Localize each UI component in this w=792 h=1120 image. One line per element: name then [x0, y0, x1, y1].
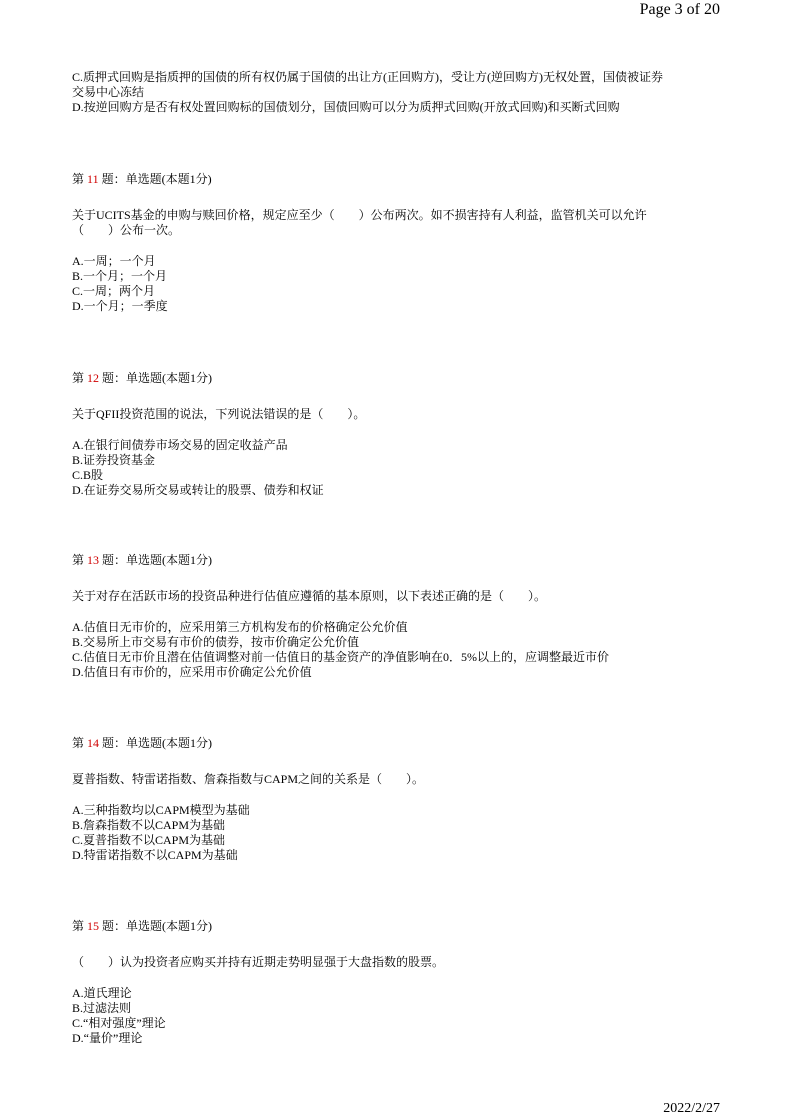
carryover-line: D.按逆回购方是否有权处置回购标的国债划分，国债回购可以分为质押式回购(开放式回购)和买断式回购: [72, 100, 620, 114]
question-type: 题：单选题(本题1分): [102, 553, 213, 567]
option-b: B.过滤法则: [72, 1001, 132, 1015]
question-stem: [72, 589, 732, 604]
stem-line: 关于UCITS基金的申购与赎回价格，规定应至少（ ）公布两次。如不损害持有人利益，监管机关可以允许: [72, 208, 647, 222]
footer-date: 2022/2/27: [663, 1101, 720, 1116]
option-b: B.交易所上市交易有市价的债券，按市价确定公允价值: [72, 635, 360, 649]
option-c: C.“相对强度”理论: [72, 1016, 166, 1030]
question-prefix: 第: [72, 553, 85, 567]
carryover-options: [72, 70, 732, 115]
option-a: A.三种指数均以CAPM模型为基础: [72, 803, 250, 817]
question-13: [72, 553, 732, 680]
option-d: D.在证券交易所交易或转让的股票、债券和权证: [72, 483, 324, 497]
option-d: D.估值日有市价的，应采用市价确定公允价值: [72, 665, 312, 679]
question-number: 14: [87, 736, 100, 750]
question-header: [72, 919, 732, 934]
question-number: 15: [87, 919, 100, 933]
question-number: 13: [87, 553, 100, 567]
option-a: A.在银行间债券市场交易的固定收益产品: [72, 438, 288, 452]
question-prefix: 第: [72, 371, 85, 385]
carryover-line: 交易中心冻结: [72, 85, 145, 99]
option-list: [72, 803, 732, 863]
stem-line: 夏普指数、特雷诺指数、詹森指数与CAPM之间的关系是（ ）。: [72, 772, 425, 786]
option-list: [72, 986, 732, 1046]
question-type: 题：单选题(本题1分): [101, 172, 212, 186]
question-prefix: 第: [72, 172, 85, 186]
option-c: C.估值日无市价且潜在估值调整对前一估值日的基金资产的净值影响在0．5%以上的，应调整最近市价: [72, 650, 610, 664]
question-type: 题：单选题(本题1分): [102, 736, 213, 750]
option-list: [72, 438, 732, 498]
question-header: [72, 553, 732, 568]
page-number: Page 3 of 20: [639, 1, 720, 18]
question-prefix: 第: [72, 919, 85, 933]
option-a: A.估值日无市价的，应采用第三方机构发布的价格确定公允价值: [72, 620, 408, 634]
question-number: 11: [87, 172, 99, 186]
question-header: [72, 172, 732, 187]
question-header: [72, 736, 732, 751]
question-type: 题：单选题(本题1分): [102, 371, 213, 385]
option-list: [72, 254, 732, 314]
question-stem: [72, 772, 732, 787]
stem-line: （ ）认为投资者应购买并持有近期走势明显强于大盘指数的股票。: [72, 955, 445, 969]
question-stem: [72, 208, 732, 238]
question-prefix: 第: [72, 736, 85, 750]
option-a: A.一周；一个月: [72, 254, 156, 268]
option-b: B.詹森指数不以CAPM为基础: [72, 818, 226, 832]
question-number: 12: [87, 371, 100, 385]
option-a: A.道氏理论: [72, 986, 132, 1000]
question-stem: [72, 407, 732, 422]
carryover-line: C.质押式回购是指质押的国债的所有权仍属于国债的出让方(正回购方)，受让方(逆回购方)无权处置，国债被证券: [72, 70, 663, 84]
option-b: B.证券投资基金: [72, 453, 156, 467]
stem-line: 关于对存在活跃市场的投资品种进行估值应遵循的基本原则，以下表述正确的是（ ）。: [72, 589, 547, 603]
question-12: [72, 371, 732, 498]
option-c: C.夏普指数不以CAPM为基础: [72, 833, 226, 847]
option-list: [72, 620, 732, 680]
question-type: 题：单选题(本题1分): [102, 919, 213, 933]
question-11: [72, 172, 732, 314]
option-d: D.一个月；一季度: [72, 299, 168, 313]
question-header: [72, 371, 732, 386]
option-c: C.B股: [72, 468, 104, 482]
question-15: [72, 919, 732, 1046]
stem-line: （ ）公布一次。: [72, 223, 181, 237]
option-c: C.一周；两个月: [72, 284, 156, 298]
option-d: D.“量价”理论: [72, 1031, 143, 1045]
option-b: B.一个月；一个月: [72, 269, 168, 283]
question-14: [72, 736, 732, 863]
stem-line: 关于QFII投资范围的说法，下列说法错误的是（ ）。: [72, 407, 366, 421]
option-d: D.特雷诺指数不以CAPM为基础: [72, 848, 238, 862]
question-stem: [72, 955, 732, 970]
